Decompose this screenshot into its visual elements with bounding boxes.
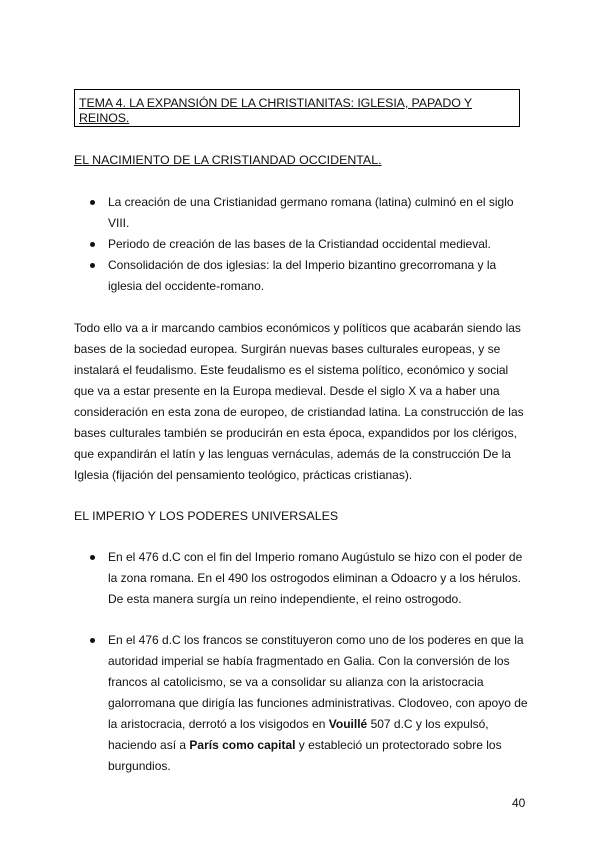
page-number: 40: [512, 796, 526, 810]
bullet-list-cristiandad: [90, 192, 530, 297]
bullet-list-imperio-2: [90, 630, 530, 777]
list-item: La creación de una Cristianidad germano romana (latina) culminó en el siglo VIII.: [90, 192, 530, 234]
paragraph-cristiandad: Todo ello va a ir marcando cambios económicos y políticos que acabarán siendo las bases de la sociedad europea. Surgirán nuevas bases culturales europeas, y se instalará el feudalismo. Este feudalismo es el sistema político, económico y social que va a estar presente en la Europa medieval. Desde el siglo X va a haber una consideración en esta zona de europeo, de cristiandad latina. La construcción de las bases culturales también se producirán en esta época, expandidos por los clérigos, que expandirán el latín y las lenguas vernáculas, además de la construcción De la Iglesia (fijación del pensamiento teológico, prácticas cristianas).: [74, 321, 524, 482]
chapter-title: TEMA 4. LA EXPANSIÓN DE LA CHRISTIANITAS: IGLESIA, PAPADO Y REINOS.: [79, 96, 473, 125]
text-span: y estableció un protectorado sobre los burgundios.: [108, 738, 502, 773]
section-heading-imperio: EL IMPERIO Y LOS PODERES UNIVERSALES: [74, 509, 339, 523]
bold-text-vouille: Vouillé: [328, 717, 368, 731]
list-item: Consolidación de dos iglesias: la del Imperio bizantino grecorromana y la iglesia del occidente-romano.: [90, 255, 530, 297]
list-item: [90, 630, 530, 777]
text-span: 507 d.C y los expulsó, haciendo así a: [108, 717, 489, 752]
section-heading-cristiandad: EL NACIMIENTO DE LA CRISTIANDAD OCCIDENTAL.: [74, 153, 382, 167]
bullet-list-imperio-1: [90, 547, 530, 610]
list-item: Periodo de creación de las bases de la Cristiandad occidental medieval.: [90, 234, 530, 255]
bold-text-paris: París como capital: [189, 738, 296, 752]
chapter-title-box: [74, 89, 520, 127]
text-span: En el 476 d.C los francos se constituyeron como uno de los poderes en que la autoridad imperial se había fragmentado en Galia. Con la conversión de los francos al catolicismo, se va a consolidar su alianza con la aristocracia galorromana que dirigía las funciones administrativas. Clodoveo, con apoyo de la aristocracia, derrotó a los visigodos en: [108, 633, 528, 731]
list-item: En el 476 d.C con el fin del Imperio romano Augústulo se hizo con el poder de la zona romana. En el 490 los ostrogodos eliminan a Odoacro y a los hérulos. De esta manera surgía un reino independiente, el reino ostrogodo.: [90, 547, 530, 610]
